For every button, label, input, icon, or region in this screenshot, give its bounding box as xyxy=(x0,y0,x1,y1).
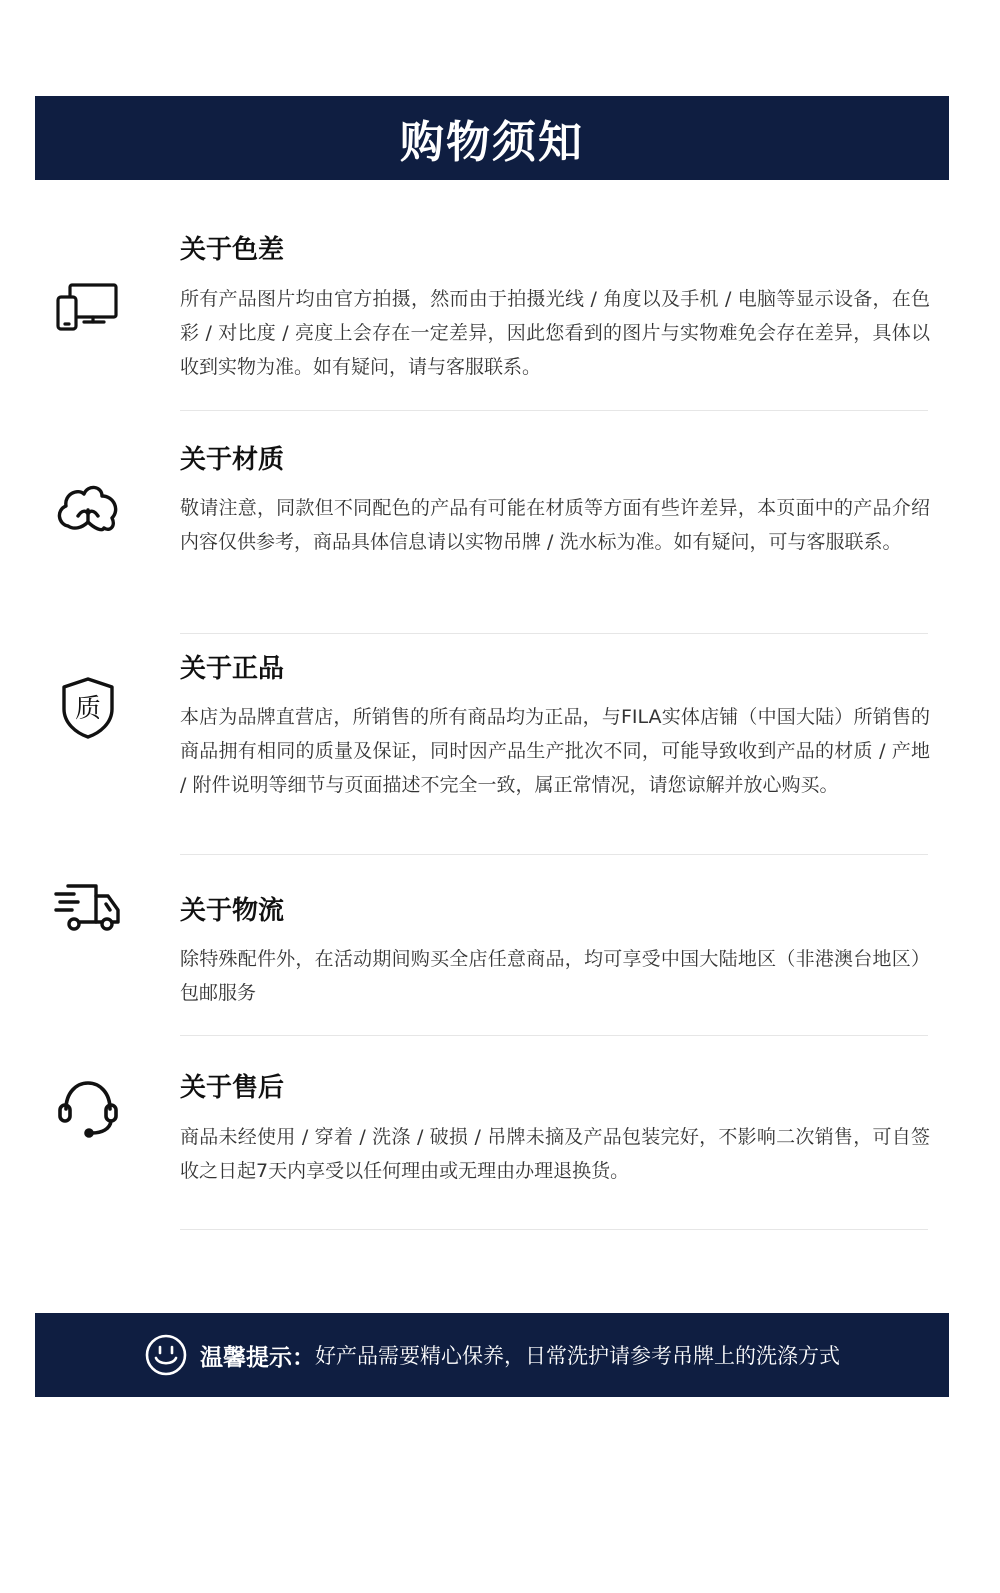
section-body: 本店为品牌直营店，所销售的所有商品均为正品，与FILA实体店铺（中国大陆）所销售的商品拥有相同的质量及保证，同时因产品生产批次不同，可能导致收到产品的材质 / 产地 / 附件说明等细节与页面描述不完全一致，属正常情况，请您谅解并放心购买。 xyxy=(180,706,930,796)
section-title: 关于售后 xyxy=(180,1073,285,1103)
divider xyxy=(180,410,928,411)
section-body: 敬请注意，同款但不同配色的产品有可能在材质等方面有些许差异，本页面中的产品介绍内容仅供参考，商品具体信息请以实物吊牌 / 洗水标为准。如有疑问，可与客服联系。 xyxy=(180,497,930,553)
section-title: 关于色差 xyxy=(180,235,285,265)
section-body: 商品未经使用 / 穿着 / 洗涤 / 破损 / 吊牌未摘及产品包装完好，不影响二次销售，可自签收之日起7天内享受以任何理由或无理由办理退换货。 xyxy=(180,1126,930,1182)
divider xyxy=(180,633,928,634)
cotton-icon xyxy=(54,476,122,544)
divider xyxy=(180,1035,928,1036)
section-body: 除特殊配件外，在活动期间购买全店任意商品，均可享受中国大陆地区（非港澳台地区）包邮服务 xyxy=(180,948,930,1004)
divider xyxy=(180,1229,928,1230)
headset-icon xyxy=(54,1073,122,1141)
devices-icon xyxy=(54,275,122,343)
quality-shield-glyph: 质 xyxy=(74,694,102,724)
smile-icon xyxy=(144,1333,188,1377)
quality-shield-icon xyxy=(54,673,122,741)
tip-label: 温馨提示： xyxy=(200,1344,315,1371)
page-title: 购物须知 xyxy=(400,117,584,168)
divider xyxy=(180,854,928,855)
section-body: 所有产品图片均由官方拍摄，然而由于拍摄光线 / 角度以及手机 / 电脑等显示设备，在色彩 / 对比度 / 亮度上会存在一定差异，因此您看到的图片与实物难免会存在差异，具体以收到实物为准。如有疑问，请与客服联系。 xyxy=(180,288,930,378)
tip-text: 好产品需要精心保养，日常洗护请参考吊牌上的洗涤方式 xyxy=(315,1344,840,1368)
section-title: 关于材质 xyxy=(180,445,285,475)
section-title: 关于物流 xyxy=(180,896,285,926)
delivery-truck-icon xyxy=(54,874,122,942)
header-banner xyxy=(35,96,949,180)
tip-banner xyxy=(35,1313,949,1397)
section-title: 关于正品 xyxy=(180,654,285,684)
